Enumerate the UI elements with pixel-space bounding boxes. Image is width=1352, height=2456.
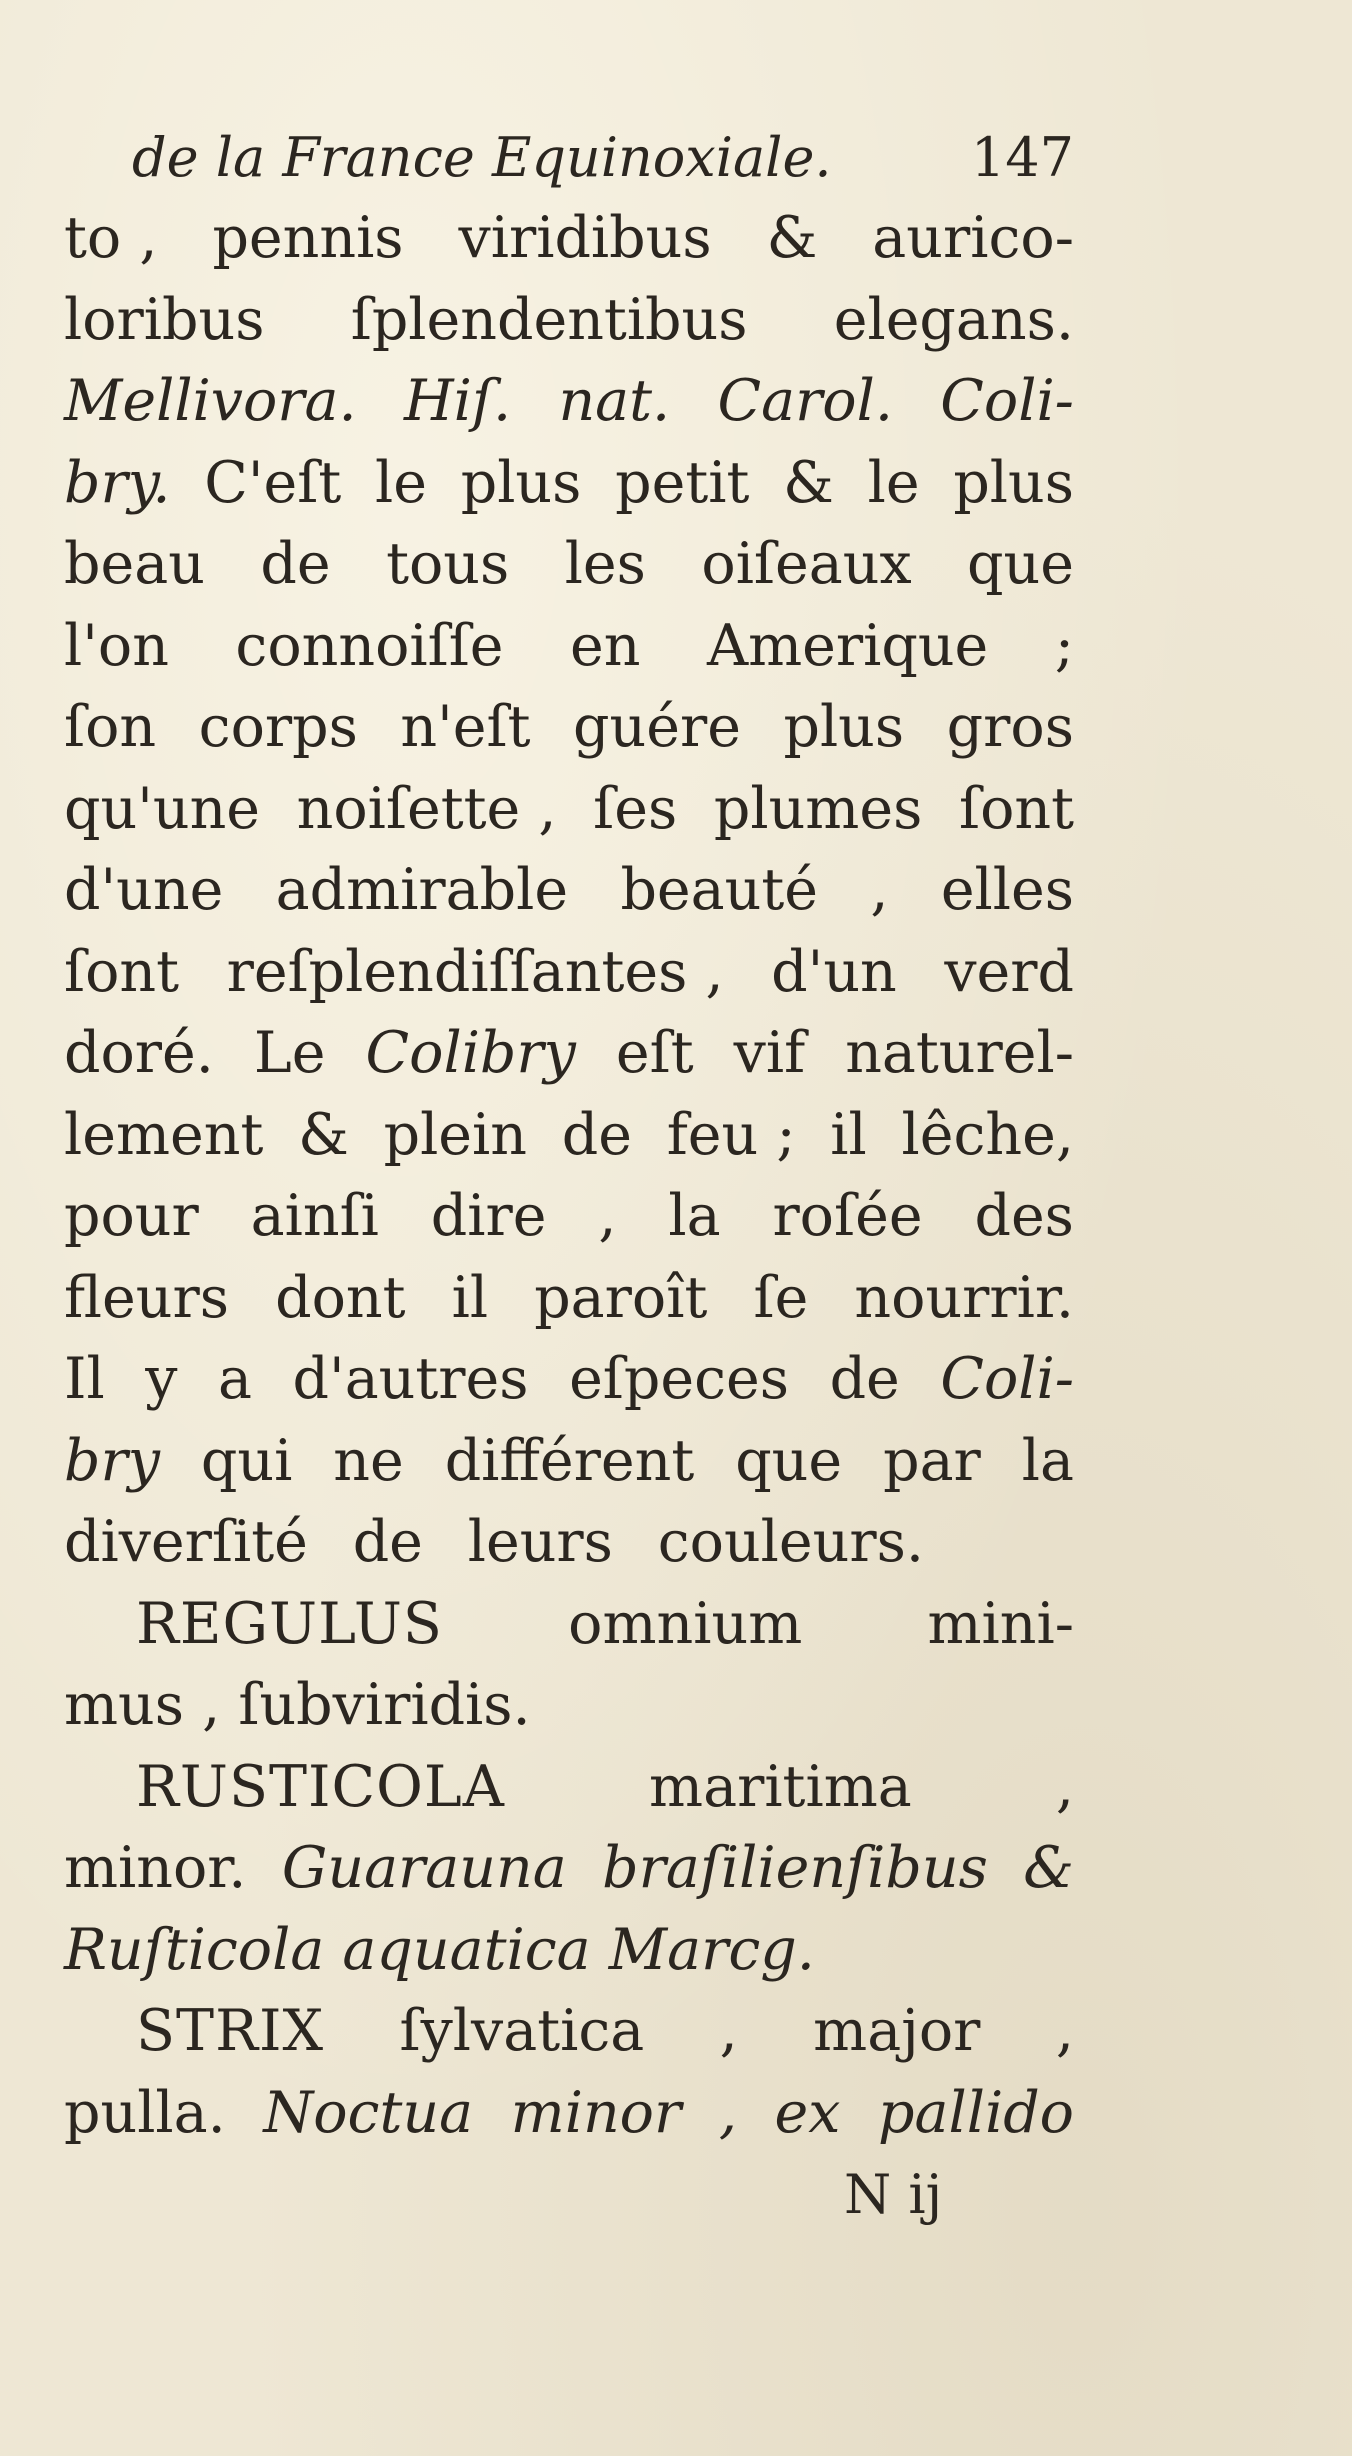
word: beau: [64, 531, 205, 597]
word: a: [218, 1346, 252, 1412]
word: gros: [946, 694, 1074, 760]
word: différent: [444, 1427, 695, 1494]
word: l'on: [64, 612, 169, 679]
word: beauté: [620, 857, 818, 923]
word: oiſeaux: [701, 531, 912, 597]
word: roſée: [772, 1183, 923, 1249]
text-line: [64, 1747, 1074, 1829]
word: de: [260, 531, 331, 597]
word: ,: [598, 1183, 617, 1249]
text-line: [64, 1421, 1074, 1503]
word: le: [867, 449, 920, 516]
word: leurs: [467, 1509, 613, 1575]
word: C'eſt: [204, 449, 342, 516]
word: ſont: [958, 775, 1074, 842]
word: ,: [719, 1998, 738, 2064]
word: viridibus: [458, 205, 712, 271]
word: ex: [774, 2079, 841, 2146]
text-line: [64, 1502, 924, 1584]
word: tous: [386, 531, 510, 597]
text-line: [64, 1910, 1074, 1992]
word: admirable: [275, 857, 569, 923]
text-line: [64, 1258, 1074, 1340]
word: ſont: [64, 938, 180, 1005]
text-line: [64, 606, 1074, 688]
word: il: [451, 1264, 489, 1331]
word: loribus: [64, 286, 265, 353]
text-line: [64, 1095, 1074, 1177]
signature-mark: N ij: [844, 2163, 943, 2226]
text-line: [64, 443, 1074, 525]
word: guére: [573, 694, 741, 760]
word: mini-: [927, 1590, 1074, 1657]
text-line: [64, 769, 1074, 851]
word: ainſi: [250, 1183, 379, 1249]
word: ne: [333, 1427, 404, 1494]
word: petit: [615, 449, 750, 516]
word: y: [145, 1346, 178, 1412]
word: paroît: [534, 1264, 708, 1331]
word: la: [1021, 1427, 1074, 1494]
text-line: [64, 280, 1074, 362]
word: braſilienſibus: [602, 1835, 988, 1901]
word: Coli-: [940, 1346, 1074, 1412]
word: mus , ſubviridis.: [64, 1672, 531, 1738]
word: plumes: [713, 775, 923, 842]
word: qui: [200, 1427, 293, 1494]
word: maritima: [649, 1753, 912, 1820]
word: de: [561, 1101, 632, 1168]
word: diverſité: [64, 1509, 308, 1575]
word: de: [352, 1509, 423, 1575]
word: Carol.: [717, 368, 893, 434]
word: fleurs: [64, 1264, 229, 1331]
word: ,: [1055, 1753, 1074, 1820]
word: Amerique: [706, 612, 989, 679]
text-line: [64, 687, 1074, 769]
word: lêche,: [901, 1101, 1074, 1168]
word: d'une: [64, 857, 224, 923]
word: vif: [733, 1020, 806, 1086]
word: d'un: [771, 938, 897, 1005]
word: les: [564, 531, 646, 597]
word: STRIX: [136, 1998, 325, 2064]
word: Hiſ.: [403, 368, 512, 434]
word: ſon: [64, 694, 157, 760]
word: le: [375, 449, 427, 516]
word: ſes: [593, 775, 678, 842]
word: qu'une: [64, 775, 261, 842]
text-line: [64, 2073, 1074, 2155]
text-line: [64, 932, 1074, 1014]
text-line: [64, 1013, 1074, 1095]
word: ;: [1054, 612, 1074, 679]
text-line: [64, 1584, 1074, 1666]
word: ,: [718, 2079, 737, 2146]
word: nourrir.: [854, 1264, 1074, 1331]
word: couleurs.: [657, 1509, 924, 1575]
word: ,: [1055, 1998, 1074, 2064]
word: que: [735, 1427, 843, 1494]
word: n'eſt: [400, 694, 531, 760]
word: Mellivora.: [64, 368, 357, 434]
word: Le: [253, 1020, 326, 1086]
word: pallido: [878, 2079, 1074, 2146]
word: &: [766, 205, 818, 271]
word: verd: [944, 938, 1074, 1005]
word: elegans.: [833, 286, 1074, 353]
word: aurico-: [872, 205, 1074, 271]
text-line: [64, 1339, 1074, 1421]
word: elles: [940, 857, 1074, 923]
word: Ruſticola aquatica Marcg.: [64, 1916, 815, 1983]
word: minor: [510, 2079, 682, 2146]
word: REGULUS: [136, 1590, 443, 1657]
word: lement: [64, 1101, 264, 1168]
word: Il: [64, 1346, 105, 1412]
word: major: [813, 1998, 981, 2064]
word: la: [668, 1183, 721, 1249]
word: feu ;: [666, 1101, 796, 1168]
word: &: [298, 1101, 349, 1168]
text-line: [64, 198, 1074, 280]
word: d'autres: [292, 1346, 529, 1412]
word: des: [974, 1183, 1074, 1249]
text-line: [64, 1176, 1074, 1258]
word: plein: [383, 1101, 527, 1168]
word: bry: [64, 1427, 160, 1494]
page-number: 147: [970, 126, 1074, 189]
word: eſt: [615, 1020, 694, 1086]
word: pennis: [212, 205, 404, 271]
word: par: [883, 1427, 981, 1494]
word: naturel-: [845, 1020, 1074, 1086]
word: minor.: [64, 1835, 247, 1901]
word: dire: [430, 1183, 547, 1249]
page-text: [64, 118, 1074, 2236]
word: ,: [870, 857, 889, 923]
word: pulla.: [64, 2079, 226, 2146]
word: &: [1023, 1835, 1074, 1901]
word: que: [967, 531, 1074, 597]
word: eſpeces: [569, 1346, 790, 1412]
word: connoiſſe: [235, 612, 504, 679]
text-line: [64, 1665, 1074, 1747]
word: omnium: [568, 1590, 803, 1657]
running-header: [64, 118, 1074, 198]
text-line: [64, 1828, 1074, 1910]
text-line: [64, 524, 1074, 606]
word: ſylvatica: [399, 1998, 645, 2064]
text-line: [64, 1991, 1074, 2073]
word: Noctua: [263, 2079, 474, 2146]
word: doré.: [64, 1020, 214, 1086]
text-line: [64, 361, 1074, 443]
word: plus: [460, 449, 582, 516]
word: corps: [198, 694, 358, 760]
word: ſe: [753, 1264, 809, 1331]
word: &: [783, 449, 834, 516]
word: de: [829, 1346, 900, 1412]
word: Colibry: [365, 1020, 576, 1086]
word: ſplendentibus: [350, 286, 748, 353]
word: il: [830, 1101, 867, 1168]
word: bry.: [64, 449, 171, 516]
word: Coli-: [940, 368, 1074, 434]
word: to ,: [64, 205, 158, 271]
running-title: de la France Equinoxiale.: [132, 126, 832, 189]
word: Guarauna: [281, 1835, 567, 1901]
word: plus: [953, 449, 1074, 516]
word: pour: [64, 1183, 199, 1249]
word: RUSTICOLA: [136, 1753, 505, 1820]
word: plus: [783, 694, 905, 760]
word: en: [570, 612, 641, 679]
word: noiſette ,: [296, 775, 557, 842]
word: nat.: [558, 368, 671, 434]
word: reſplendiſſantes ,: [226, 938, 724, 1005]
text-line: [64, 850, 1074, 932]
word: dont: [275, 1264, 406, 1331]
signature-line: [64, 2154, 1074, 2236]
